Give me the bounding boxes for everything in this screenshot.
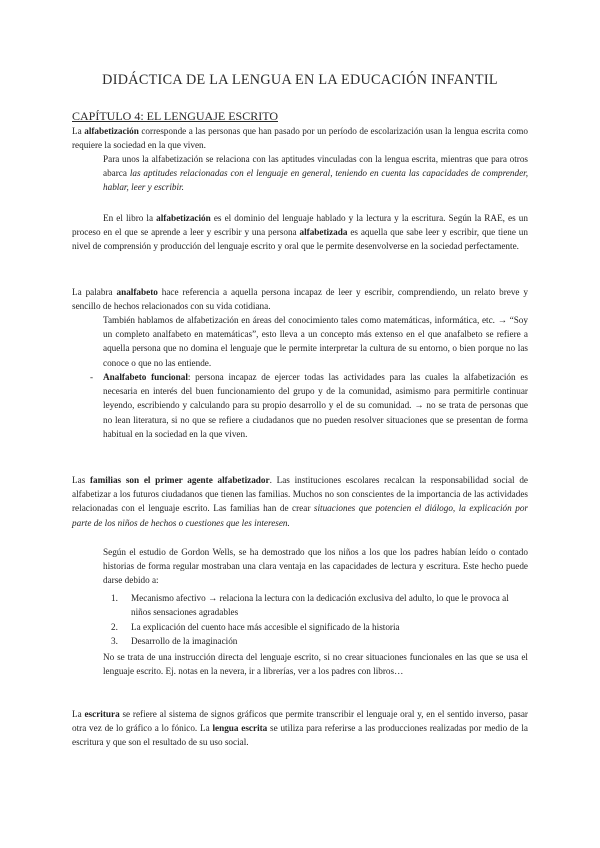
list-item: 2. La explicación del cuento hace más accesible el significado de la historia [111,622,400,632]
paragraph-gordon-wells: Según el estudio de Gordon Wells, se ha demostrado que los niños a los que los padres habían leído o contado historias de forma regular mostraban una clara ventaja en las capacidades de lectura y escritura. Este hecho puede darse debido a: [103,547,528,586]
paragraph-escritura: La escritura se refiere al sistema de signos gráficos que permite transcribir el lenguaje oral y, en el sentido inverso, pasar otra vez de lo gráfico a lo fónico. La lengua escrita se utiliza para referirse a las producciones realizadas por medio de la escritura y que son el resultado de su uso social. [72,709,528,748]
document-title: DIDÁCTICA DE LA LENGUA EN LA EDUCACIÓN INFANTIL [102,72,498,88]
paragraph-definicion: En el libro la alfabetización es el dominio del lenguaje hablado y la lectura y la escritura. Según la RAE, es un proceso en el que se aprende a leer y escribir y una persona alfabetizada es aquella que sabe leer y escribir, que tiene un nivel de comprensión y producción del lenguaje escrito y oral que le permite desenvolverse en la sociedad perfectamente. [72,213,528,252]
list-item: 3. Desarrollo de la imaginación [111,636,238,646]
paragraph-alfabetizacion: La alfabetización corresponde a las personas que han pasado por un período de escolarización usan la lengua escrita como requiere la sociedad en la que viven. [72,126,528,151]
list-item: 1. Mecanismo afectivo → relaciona la lectura con la dedicación exclusiva del adulto, lo que le provoca al niños sensaciones agradables [111,593,509,618]
paragraph-familias: Las familias son el primer agente alfabetizador. Las instituciones escolares recalcan la responsabilidad social de alfabetizar a los futuros ciudadanos que tienen las familias. Muchos no son conscientes de la importancia de las actividades relacionadas con el lenguaje escrito. Las familias han de crear situaciones que potencien el diálogo, la explicación por parte de los niños de hechos o cuestiones que les interesen. [72,475,528,528]
chapter-heading: CAPÍTULO 4: EL LENGUAJE ESCRITO [72,109,278,123]
paragraph-aptitudes: Para unos la alfabetización se relaciona con las aptitudes vinculadas con la lengua escrita, mientras que para otros abarca las aptitudes relacionadas con el lenguaje en general, teniendo en cuenta las capacidades de comprender, hablar, leer y escribir. [103,154,528,193]
paragraph-areas-conocimiento: También hablamos de alfabetización en áreas del conocimiento tales como matemáticas, informática, etc. → “Soy un completo analfabeto en matemáticas”, esto lleva a un concepto más extenso en el que anafalbeto se refiere a aquella persona que no domina el lenguaje que le permite interpretar la cultura de su entorno, o bien porque no las conoce o que no las entiende. [103,315,528,368]
paragraph-analfabeto: La palabra analfabeto hace referencia a aquella persona incapaz de leer y escribir, comprendiendo, un relato breve y sencillo de hechos relacionados con su vida cotidiana. [72,287,528,312]
bullet-analfabeto-funcional: - Analfabeto funcional: persona incapaz de ejercer todas las actividades para las cuales la alfabetización es necesaria en interés del buen funcionamiento del grupo y de la comunidad, asimismo para permitirle continuar leyendo, escribiendo y calculando para su propio desarrollo y el de su comunidad. → no se trata de personas que no lean literatura, si no que se refiere a ciudadanos que no pueden resolver situaciones que se presentan de forma habitual en la sociedad en la que viven. [90,372,528,439]
paragraph-instruccion: No se trata de una instrucción directa del lenguaje escrito, si no crear situaciones funcionales en las que se usa el lenguaje escrito. Ej. notas en la nevera, ir a librerías, ver a los padres con libros… [103,652,528,677]
bullet-dash: - [90,372,94,382]
